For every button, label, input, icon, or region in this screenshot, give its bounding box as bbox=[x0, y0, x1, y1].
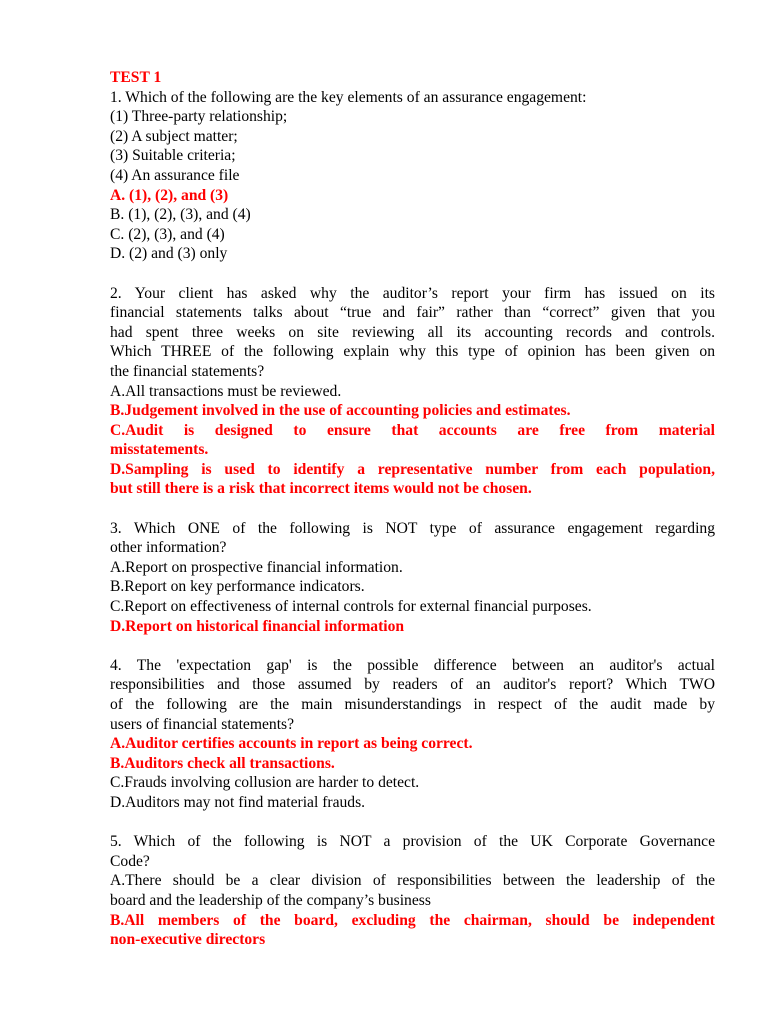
question-1-option-a-correct: A. (1), (2), and (3) bbox=[110, 186, 229, 204]
spacer bbox=[110, 813, 715, 833]
question-2-option-d-correct-line-2: but still there is a risk that incorrect items would not be chosen. bbox=[110, 480, 532, 498]
question-4-option-c: C.Frauds involving collusion are harder to detect. bbox=[110, 774, 420, 792]
question-4-stem-line-3: of the following are the main misunderstandings in respect of the audit made by bbox=[110, 696, 715, 713]
question-2-stem-line-2: financial statements talks about “true and fair” rather than “correct” given that you bbox=[110, 304, 715, 322]
question-3-option-b: B.Report on key performance indicators. bbox=[110, 578, 365, 596]
question-1-stem: 1. Which of the following are the key elements of an assurance engagement: bbox=[110, 88, 587, 106]
question-3-option-a: A.Report on prospective financial information. bbox=[110, 558, 403, 576]
spacer bbox=[110, 499, 715, 519]
question-5-stem-line-2: Code? bbox=[110, 852, 150, 870]
question-1-option-b: B. (1), (2), (3), and (4) bbox=[110, 206, 251, 224]
question-5-option-b-correct-line-1: B.All members of the board, excluding the chairman, should be independent bbox=[110, 911, 715, 929]
question-3-option-d-correct: D.Report on historical financial information bbox=[110, 617, 405, 635]
question-1-item-2: (2) A subject matter; bbox=[110, 127, 238, 145]
question-4 bbox=[110, 656, 715, 813]
question-4-stem-line-4: users of financial statements? bbox=[110, 715, 295, 733]
question-3-stem-line-2: other information? bbox=[110, 539, 227, 557]
question-5-option-b-correct-line-2: non-executive directors bbox=[110, 931, 266, 949]
question-2-option-a: A.All transactions must be reviewed. bbox=[110, 382, 342, 400]
question-1-option-d: D. (2) and (3) only bbox=[110, 245, 228, 263]
question-2-option-c-correct-line-2: misstatements. bbox=[110, 441, 209, 459]
question-4-stem-line-1: 4. The 'expectation gap' is the possible difference between an auditor's actual bbox=[110, 656, 715, 674]
question-3-stem-line-1: 3. Which ONE of the following is NOT type of assurance engagement regarding bbox=[110, 519, 715, 537]
question-2-option-b-correct: B.Judgement involved in the use of accounting policies and estimates. bbox=[110, 402, 571, 420]
question-1 bbox=[110, 88, 715, 264]
question-2-stem-line-1: 2. Your client has asked why the auditor’s report your firm has issued on its bbox=[110, 284, 715, 302]
question-2-stem-line-4: Which THREE of the following explain why this type of opinion has been given on bbox=[110, 343, 715, 361]
question-1-item-4: (4) An assurance file bbox=[110, 166, 240, 184]
spacer bbox=[110, 636, 715, 656]
question-2-stem-line-3: had spent three weeks on site reviewing all its accounting records and controls. bbox=[110, 323, 715, 341]
question-4-option-d: D.Auditors may not find material frauds. bbox=[110, 793, 366, 811]
question-4-stem-line-2: responsibilities and those assumed by readers of an auditor's report? Which TWO bbox=[110, 676, 715, 694]
question-2-option-c-correct-line-1: C.Audit is designed to ensure that accounts are free from material bbox=[110, 421, 715, 439]
test-title: TEST 1 bbox=[110, 69, 162, 86]
question-1-option-c: C. (2), (3), and (4) bbox=[110, 225, 225, 243]
question-1-item-1: (1) Three-party relationship; bbox=[110, 108, 288, 126]
question-4-option-b-correct: B.Auditors check all transactions. bbox=[110, 754, 335, 772]
question-1-item-3: (3) Suitable criteria; bbox=[110, 147, 236, 165]
question-2-option-d-correct-line-1: D.Sampling is used to identify a representative number from each population, bbox=[110, 460, 715, 478]
spacer bbox=[110, 264, 715, 284]
question-3 bbox=[110, 519, 715, 637]
question-5 bbox=[110, 832, 715, 950]
question-3-option-c: C.Report on effectiveness of internal controls for external financial purposes. bbox=[110, 598, 592, 616]
question-2-stem-line-5: the financial statements? bbox=[110, 362, 265, 380]
question-5-stem-line-1: 5. Which of the following is NOT a provision of the UK Corporate Governance bbox=[110, 833, 715, 851]
question-5-option-a-line-1: A.There should be a clear division of responsibilities between the leadership of the bbox=[110, 872, 715, 890]
question-5-option-a-line-2: board and the leadership of the company’s business bbox=[110, 891, 431, 909]
question-2 bbox=[110, 284, 715, 500]
question-4-option-a-correct: A.Auditor certifies accounts in report as being correct. bbox=[110, 735, 473, 753]
